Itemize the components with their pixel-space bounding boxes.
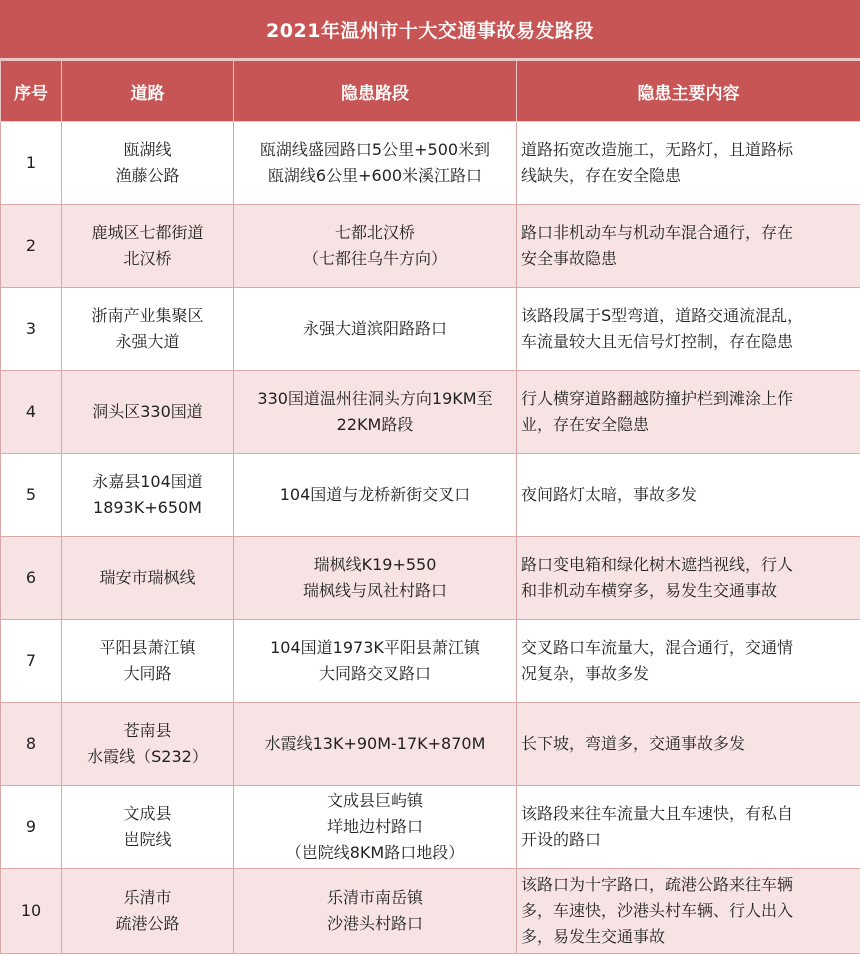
cell-content	[517, 537, 860, 620]
cell-content-line: 路口非机动车与机动车混合通行，存在	[521, 223, 794, 242]
cell-content-line: 该路口为十字路口，疏港公路来往车辆	[521, 875, 794, 894]
cell-section	[234, 288, 517, 371]
cell-road-line: 大同路	[123, 664, 172, 683]
table-row	[1, 703, 860, 786]
cell-road-line: 洞头区330国道	[92, 402, 203, 421]
cell-section-line: 330国道温州往洞头方向19KM至	[257, 389, 493, 408]
header-content: 隐患主要内容	[517, 61, 860, 122]
cell-content-line: 道路拓宽改造施工，无路灯，且道路标	[521, 140, 794, 159]
cell-road	[62, 620, 234, 703]
cell-section-line: 瑞枫线与凤社村路口	[302, 581, 447, 600]
cell-road-line: 水霞线（S232）	[87, 747, 208, 766]
cell-section	[234, 122, 517, 205]
cell-section-line: 七都北汉桥	[334, 223, 415, 242]
cell-number: 3	[1, 288, 62, 371]
table-row	[1, 454, 860, 537]
cell-road-line: 瓯湖线	[123, 140, 172, 159]
cell-road	[62, 454, 234, 537]
cell-number: 6	[1, 537, 62, 620]
accident-table	[0, 60, 860, 954]
cell-section-line: 永强大道滨阳路路口	[302, 319, 447, 338]
cell-road	[62, 288, 234, 371]
cell-road-line: 平阳县萧江镇	[99, 638, 196, 657]
cell-section-line: 大同路交叉路口	[318, 664, 431, 683]
table-row	[1, 869, 860, 954]
cell-content-line: 况复杂，事故多发	[521, 664, 650, 683]
cell-content-line: 安全事故隐患	[521, 249, 618, 268]
cell-content-line: 该路段来往车流量大且车速快，有私自	[521, 804, 794, 823]
cell-content-line: 线缺失，存在安全隐患	[521, 166, 682, 185]
cell-content	[517, 620, 860, 703]
cell-road-line: 1893K+650M	[93, 498, 202, 517]
cell-road-line: 岜院线	[123, 830, 172, 849]
cell-section-line: 文成县巨屿镇	[326, 791, 423, 810]
cell-section-line: 22KM路段	[336, 415, 414, 434]
cell-number: 7	[1, 620, 62, 703]
cell-section-line: 沙港头村路口	[326, 914, 423, 933]
cell-content	[517, 205, 860, 288]
cell-section-line: 瓯湖线盛园路口5公里+500米到	[259, 140, 491, 159]
cell-content-line: 行人横穿道路翻越防撞护栏到滩涂上作	[521, 389, 794, 408]
cell-content	[517, 371, 860, 454]
cell-section	[234, 786, 517, 869]
cell-road-line: 文成县	[123, 804, 172, 823]
table-row	[1, 122, 860, 205]
cell-number: 2	[1, 205, 62, 288]
cell-section-line: 瑞枫线K19+550	[313, 555, 437, 574]
cell-section-line: 104国道与龙桥新街交叉口	[279, 485, 471, 504]
cell-road-line: 北汉桥	[123, 249, 172, 268]
header-no: 序号	[1, 61, 62, 122]
table-row	[1, 537, 860, 620]
cell-road-line: 永嘉县104国道	[92, 472, 203, 491]
cell-content-line: 长下坡，弯道多，交通事故多发	[521, 734, 746, 753]
cell-content-line: 多，易发生交通事故	[521, 927, 666, 946]
cell-section	[234, 537, 517, 620]
cell-number: 8	[1, 703, 62, 786]
header-road: 道路	[62, 61, 234, 122]
cell-content-line: 路口变电箱和绿化树木遮挡视线，行人	[521, 555, 794, 574]
cell-number: 10	[1, 869, 62, 954]
table-row	[1, 786, 860, 869]
cell-road	[62, 786, 234, 869]
cell-section	[234, 205, 517, 288]
cell-number: 1	[1, 122, 62, 205]
cell-section-line: （岜院线8KM路口地段）	[285, 843, 465, 862]
header-section: 隐患路段	[234, 61, 517, 122]
cell-content	[517, 703, 860, 786]
table-row	[1, 371, 860, 454]
cell-number: 4	[1, 371, 62, 454]
table-row	[1, 205, 860, 288]
cell-section	[234, 454, 517, 537]
cell-content-line: 车流量较大且无信号灯控制，存在隐患	[521, 332, 794, 351]
cell-content	[517, 454, 860, 537]
cell-content	[517, 288, 860, 371]
cell-content-line: 开设的路口	[521, 830, 602, 849]
cell-road-line: 永强大道	[115, 332, 180, 351]
table-row	[1, 288, 860, 371]
cell-road-line: 瑞安市瑞枫线	[99, 568, 196, 587]
cell-road-line: 苍南县	[123, 721, 172, 740]
cell-content-line: 该路段属于S型弯道，道路交通流混乱，	[521, 306, 804, 325]
cell-section	[234, 703, 517, 786]
cell-number: 5	[1, 454, 62, 537]
cell-content	[517, 122, 860, 205]
cell-road	[62, 371, 234, 454]
cell-content-line: 业，存在安全隐患	[521, 415, 650, 434]
cell-content	[517, 869, 860, 954]
cell-road	[62, 869, 234, 954]
cell-road-line: 渔藤公路	[115, 166, 180, 185]
header-row	[1, 61, 860, 122]
cell-content-line: 交叉路口车流量大，混合通行，交通情	[521, 638, 794, 657]
cell-road	[62, 537, 234, 620]
cell-section-line: 乐清市南岳镇	[326, 888, 423, 907]
cell-road-line: 浙南产业集聚区	[91, 306, 204, 325]
cell-content-line: 和非机动车横穿多，易发生交通事故	[521, 581, 778, 600]
cell-section-line: 垟地边村路口	[326, 817, 423, 836]
table-body	[1, 122, 860, 954]
table-row	[1, 620, 860, 703]
cell-road-line: 疏港公路	[115, 914, 180, 933]
cell-section-line: （七都往乌牛方向）	[302, 249, 447, 268]
cell-section-line: 瓯湖线6公里+600米溪江路口	[267, 166, 483, 185]
cell-section	[234, 371, 517, 454]
cell-section	[234, 869, 517, 954]
cell-road	[62, 122, 234, 205]
cell-content-line: 多，车速快，沙港头村车辆、行人出入	[521, 901, 794, 920]
cell-road-line: 乐清市	[123, 888, 172, 907]
cell-section	[234, 620, 517, 703]
cell-road	[62, 703, 234, 786]
cell-content-line: 夜间路灯太暗，事故多发	[521, 485, 698, 504]
cell-content	[517, 786, 860, 869]
cell-number: 9	[1, 786, 62, 869]
cell-road	[62, 205, 234, 288]
cell-section-line: 104国道1973K平阳县萧江镇	[270, 638, 480, 657]
cell-section-line: 水霞线13K+90M-17K+870M	[264, 734, 486, 753]
table-title: 2021年温州市十大交通事故易发路段	[0, 0, 860, 60]
cell-road-line: 鹿城区七都街道	[91, 223, 204, 242]
